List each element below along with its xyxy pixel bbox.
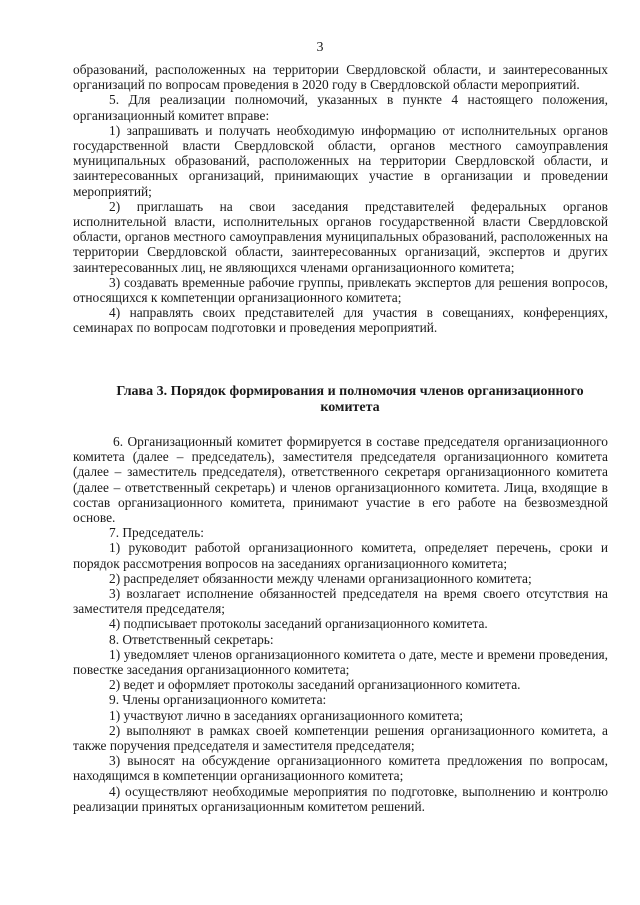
list-item-9-2: 2) выполняют в рамках своей компетенции решения организационного комитета, а также поручения председателя и заместителя председателя;	[73, 722, 608, 754]
list-item-7-1: 1) руководит работой организационного комитета, определяет перечень, сроки и порядок рассмотрения вопросов на заседаниях организационного комитета;	[73, 540, 608, 571]
list-item-5-3: 3) создавать временные рабочие группы, привлекать экспертов для решения вопросов, относящихся к компетенции организационного комитета;	[73, 274, 608, 306]
list-item-8-2: 2) ведет и оформляет протоколы заседаний организационного комитета.	[109, 677, 521, 693]
list-item-9-3: 3) выносят на обсуждение организационного комитета предложения по вопросам, находящимся в компетенции организационного комитета;	[73, 753, 608, 784]
list-item-5-2: 2) приглашать на свои заседания представителей федеральных органов исполнительной власти, исполнительных органов государственной власти Свердловской области, органов местного самоуправления муниципальных образований, расположенных на территории Свердловской области, заинтересованных организаций, экспертов и других заинтересованных лиц, не являющихся членами организационного комитета;	[73, 198, 608, 275]
list-item-9-1: 1) участвуют лично в заседаниях организационного комитета;	[109, 707, 464, 723]
paragraph-item-8: 8. Ответственный секретарь:	[109, 631, 274, 647]
chapter-heading: Глава 3. Порядок формирования и полномочия членов организационного комитета	[116, 384, 584, 415]
list-item-5-4: 4) направлять своих представителей для участия в совещаниях, конференциях, семинарах по вопросам подготовки и проведения мероприятий.	[73, 305, 608, 336]
paragraph-item-9: 9. Члены организационного комитета:	[109, 692, 327, 708]
list-item-7-3: 3) возлагает исполнение обязанностей председателя на время своего отсутствия на заместителя председателя;	[73, 586, 608, 617]
list-item-7-2: 2) распределяет обязанности между членами организационного комитета;	[109, 570, 532, 586]
list-item-8-1: 1) уведомляет членов организационного комитета о дате, месте и времени проведения, повестке заседания организационного комитета;	[73, 646, 608, 678]
section-1-text	[73, 62, 608, 336]
paragraph-item-7: 7. Председатель:	[109, 525, 204, 541]
list-item-7-4: 4) подписывает протоколы заседаний организационного комитета.	[109, 616, 488, 632]
page-number: 3	[316, 40, 324, 55]
paragraph-item-5: 5. Для реализации полномочий, указанных в пункте 4 настоящего положения, организационный комитет вправе:	[73, 92, 608, 123]
paragraph-continuation: образований, расположенных на территории Свердловской области, и заинтересованных организаций по вопросам проведения в 2020 году в Свердловской области мероприятий.	[73, 62, 608, 93]
list-item-9-4: 4) осуществляют необходимые мероприятия по подготовке, выполнению и контролю реализации принятых организационным комитетом решений.	[73, 783, 608, 814]
list-item-5-1: 1) запрашивать и получать необходимую информацию от исполнительных органов государственной власти Свердловской области, органов местного самоуправления муниципальных образований, расположенных на территории Свердловской области, и заинтересованных организаций, принимающих участие в организации и проведении мероприятий;	[73, 122, 608, 199]
paragraph-item-6: 6. Организационный комитет формируется в составе председателя организационного комитета (далее – председатель), заместителя председателя организационного комитета (далее – заместитель председателя), ответственного секретаря организационного комитета (далее – ответственный секретарь) и членов организационного комитета. Лица, входящие в состав организационного комитета, принимают участие в его работе на безвозмездной основе.	[73, 434, 608, 526]
section-2-text	[73, 434, 608, 814]
